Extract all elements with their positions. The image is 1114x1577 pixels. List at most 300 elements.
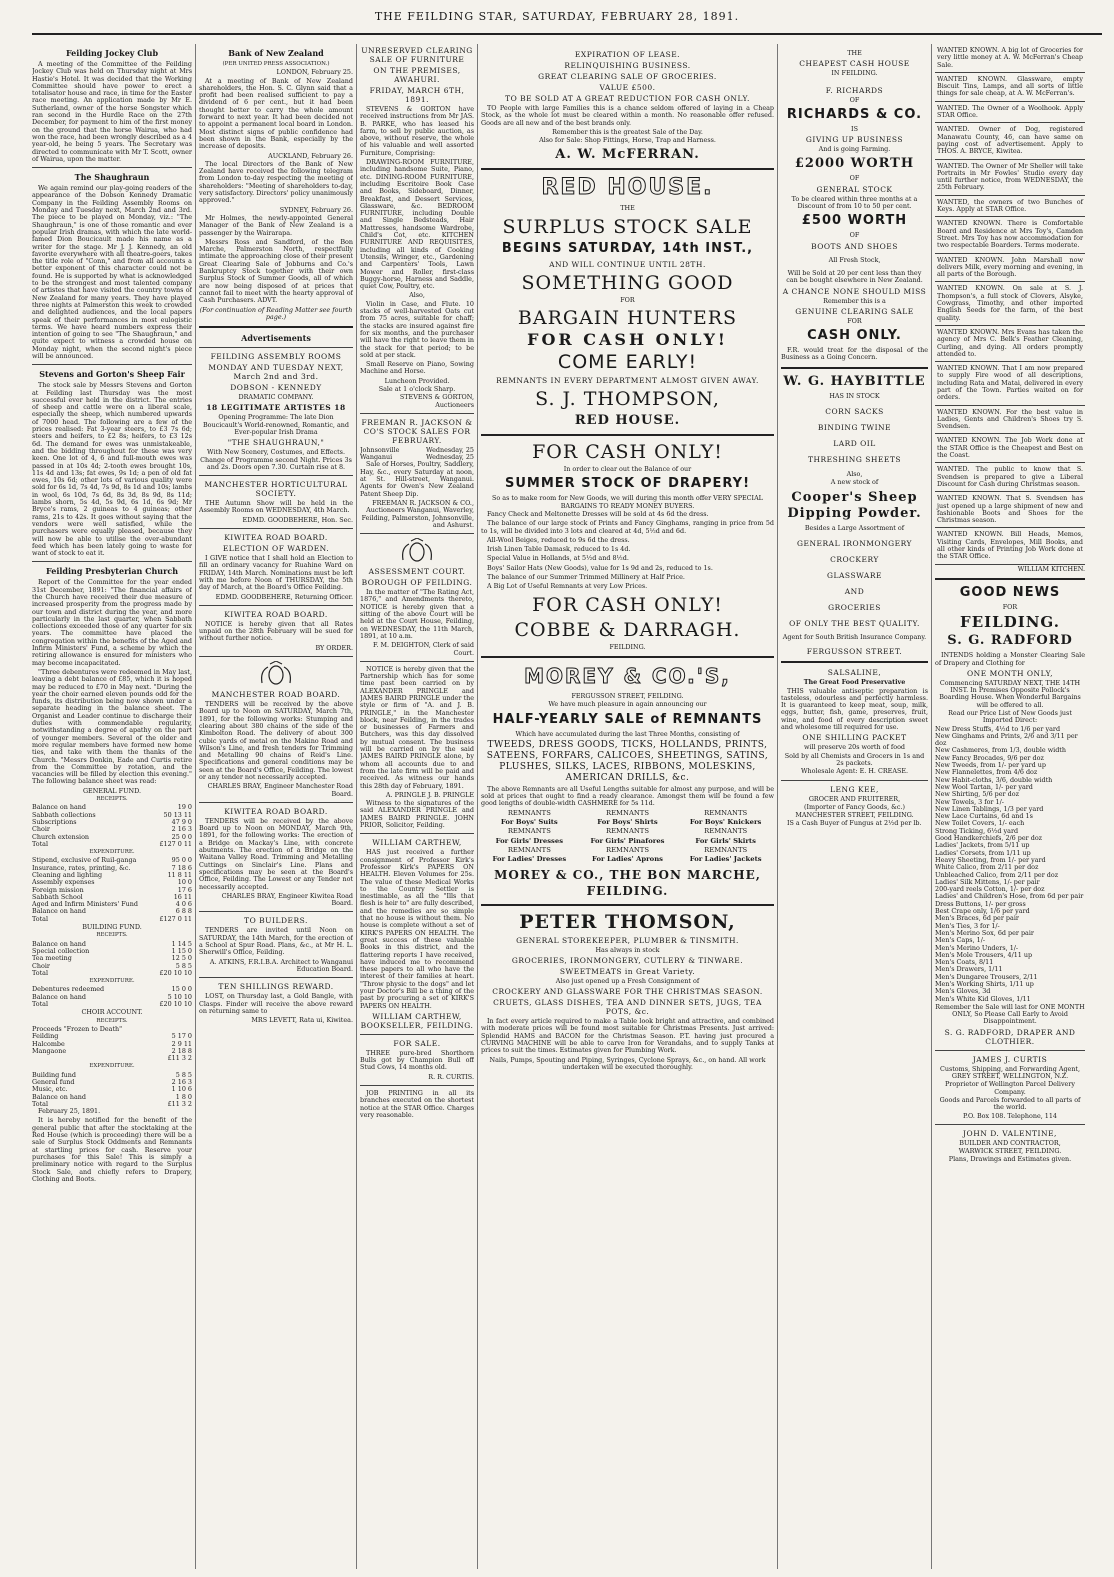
ad-text: I GIVE notice that I shall hold an Election to fill an ordinary vacancy for Ruahine Ward on FRIDAY, 14th March. Nominations must be left with me before Noon of THURSDAY, the 5th day of March, at the Board's Office Feilding. <box>199 554 353 592</box>
ad-text: THREE pure-bred Shorthorn Bulls got by Champion Bull off Stud Cows, 14 months old. <box>360 1048 474 1072</box>
advertiser-name: COBBE & DARRAGH. <box>514 618 741 641</box>
ad-text: Remember the Sale will last for ONE MONTH ONLY, So Please Call Early to Avoid Disappointment. <box>935 1002 1085 1026</box>
ad-text: Opening Programme: The late Dion Boucicault's World-renowned, Romantic, and Ever-popular Irish Drama <box>202 413 350 436</box>
ad-text: THE <box>847 49 862 57</box>
ad-text: Besides a Large Assortment of <box>804 523 905 532</box>
remnant-item: For Ladies' Aprons <box>592 855 663 864</box>
price-list-item: Men's Drawers, 1/11 <box>935 965 1003 974</box>
balance-amount: 11 8 11 <box>167 870 192 879</box>
price-list-item: The balance of our Summer Trimmed Millinery at Half Price. <box>487 573 685 582</box>
ad-subtitle: REMNANTS IN EVERY DEPARTMENT ALMOST GIVEN AWAY. <box>496 376 759 386</box>
article-body: Messrs Ross and Sandford, of the Bon Marche, Palmerston North, respectfully intimate the approaching close of their present Great Clearing Sale of Jobburns and Co.'s Bankruptcy Stock together with their own Surplus Stock of Summer Goods, all of which are now being disposed of at prices that cannot fail to meet with the hearty approval of Cash Purchasers. ADVT. <box>199 237 353 305</box>
dateline: LONDON, February 25. <box>276 68 353 77</box>
balance-item: Choir <box>32 825 50 834</box>
divider <box>360 533 474 534</box>
advertiser-name: W. G. HAYBITTLE <box>783 373 926 389</box>
ad-text: OF <box>849 174 860 183</box>
wanted-ad: WANTED. The Owner of Mr Sheller will take Portraits in Mr Fowles' Studio every day until further notice, from WEDNESDAY, the 25th February. <box>935 160 1085 196</box>
ad-text: The above Remnants are all Useful Lengths suitable for almost any purpose, and will be sold at prices that ought to find a ready clearance. Amongst them will be found a few good lengths of double-width CASHMERE for 5s 11d. <box>481 784 774 808</box>
wanted-ad: WANTED KNOWN. On sale at S. J. Thompson's, a full stock of Clovers, Alsyke, Cowgrass, Timothy, and other imported English Seeds for the farm, of the best quality. <box>935 282 1085 325</box>
divider <box>199 977 353 978</box>
dateline: SYDNEY, February 26. <box>279 205 353 214</box>
price-list-item: Fancy Check and Meltonette Dresses will be sold at 4s 6d the dress. <box>487 509 709 518</box>
wanted-ad: WANTED. The public to know that S. Svendsen is prepared to give a Liberal Discount for Cash during Christmas season. <box>935 463 1085 492</box>
ad-subtitle: ELECTION OF WARDEN. <box>222 544 330 554</box>
divider <box>360 413 474 414</box>
ad-text: JOB PRINTING in all its branches executed on the shortest notice at the STAR Office. Charges very reasonable. <box>360 1089 474 1119</box>
balance-amount: 2 16 3 <box>171 1078 192 1086</box>
wanted-ad: WANTED KNOWN. John Marshall now delivers Milk, every morning and evening, in all parts of the Borough. <box>935 254 1085 283</box>
price-list-item: 200-yard reels Cotton, 1/- per doz <box>935 885 1045 894</box>
balance-item: Balance on hand <box>32 907 86 916</box>
stock-item: GENERAL IRONMONGERY <box>797 538 912 548</box>
divider <box>781 780 928 781</box>
wanted-ad: WANTED KNOWN. Mrs Evans has taken the agency of Mrs C. Belk's Feather Cleaning, Curling, and dying. All orders promptly attended to. <box>935 326 1085 362</box>
article-title: Stevens and Gorton's Sheep Fair <box>39 369 185 380</box>
ad-headline: SUMMER STOCK OF DRAPERY! <box>505 476 750 492</box>
ad-subtitle: ON THE PREMISES, AWAHURI. <box>373 66 461 84</box>
ad-title: MANCHESTER ROAD BOARD. <box>211 690 341 700</box>
balance-item: Aged and Infirm Ministers' Fund <box>32 900 138 909</box>
divider <box>481 904 774 906</box>
balance-amount: 2 9 11 <box>171 1039 192 1048</box>
wanted-ad: WANTED. The Owner of a Woolhook. Apply STAR Office. <box>935 102 1085 124</box>
ad-text: TENDERS will be received by the above Board up to Noon on MONDAY, March 9th, 1891, for the following works: The erection of a Bridge on Mackay's Line, with concrete abutments. The erection of a Bridge on the Waitana Valley Road. Trimming and Metalling Cuttings on Sinclair's Line. Plans and specifications may be seen at the Board's Office, Feilding. The Lowest or any Tender not necessarily accepted. <box>199 816 353 891</box>
balance-amount: 25 0 0 <box>171 832 192 841</box>
price-list-item: Ladies' Silk Mittens, 1/- per pair <box>935 877 1040 886</box>
ad-text: WARWICK STREET, FEILDING. <box>958 1147 1062 1156</box>
advertiser-name: RICHARDS & CO. <box>786 106 923 122</box>
remnant-item: For Girls' Pinafores <box>590 836 665 845</box>
balance-amount: 6 8 8 <box>175 907 192 916</box>
ad-subtitle: GENERAL STOCK <box>816 184 893 194</box>
stock-list <box>781 407 928 464</box>
balance-amount: 16 11 <box>173 892 192 901</box>
divider <box>199 326 353 328</box>
ad-subtitle: BOROUGH OF FEILDING. <box>361 578 473 588</box>
ad-title: KIWITEA ROAD BOARD. <box>224 609 328 619</box>
divider <box>360 1085 474 1086</box>
ad-text: HAS just received a further consignment of Professor Kirk's Professor Kirk's PAPERS ON HEALTH. Eleven Volumes for 25s. The value of these Medical Works to the Country Settler is inestimable, as all the "Ills that flesh is heir to" are fully described, and the remedies are so simple that no house is without them. No house is complete without a set of KIRK'S PAPERS ON HEALTH. The great success of these valuable Books in this district, and the flattering reports I have received, have induced me to recommend these papers to all who have the interest of their families at heart. "Throw physic to the dogs" and let your Doctor's Bill be a thing of the past by procuring a set of KIRK'S PAPERS ON HEALTH. <box>360 848 474 1010</box>
balance-item: Mangaone <box>32 1046 67 1055</box>
ad-text: Remember this is the greatest Sale of the Day. <box>552 127 703 136</box>
ad-company: DOBSON - KENNEDY <box>230 383 322 393</box>
ad-subtitle: TO BE SOLD AT A GREAT REDUCTION FOR CASH ONLY. <box>505 94 750 103</box>
price-list-item: Heavy Sheeting, from 1/- per yard <box>935 855 1046 864</box>
ad-headline: FEILDING. <box>960 613 1060 632</box>
balance-amount: 1 14 5 <box>171 939 192 948</box>
price-list-item: The balance of our large stock of Prints and Fancy Ginghams, ranging in price from 5d to 1s, will be divided into 3 lots and cleared at 4d, 5½d and 6d. <box>481 519 774 535</box>
ad-text: F.R. would treat for the disposal of the Business as a Going Concern. <box>781 346 928 362</box>
remnant-row <box>481 856 774 863</box>
remnant-item: For Boys' Knickers <box>689 818 762 827</box>
balance-item: Halcombe <box>32 1039 65 1048</box>
balance-amount: 15 0 0 <box>171 985 192 994</box>
ad-text: Small Reserve on Piano, Sowing Machine and Horse. <box>360 360 474 376</box>
price-list-item: Men's Gloves, 3d <box>935 987 991 996</box>
ad-headline: FOR CASH ONLY! <box>532 593 723 616</box>
ad-text: THE Autumn Show will be held in the Assembly Rooms on WEDNESDAY, 4th March. <box>199 499 353 515</box>
sale-dates <box>360 447 474 462</box>
masthead-rule <box>32 33 1102 35</box>
ad-signature: WILLIAM KITCHEN. <box>1017 564 1085 573</box>
wanted-ad: WANTED KNOWN. For the best value in Ladies, Gents and Children's Shoes try S. Svendsen. <box>935 406 1085 435</box>
ad-title: TEN SHILLINGS REWARD. <box>218 982 334 992</box>
remnant-row <box>481 838 774 845</box>
advertiser-name: SALSALINE, <box>827 668 882 678</box>
ad-text: FERGUSSON STREET, FEILDING. <box>571 691 684 700</box>
remnant-row <box>481 819 774 826</box>
ad-signature: EDMD. GOODBEHERE, Hon. Sec. <box>242 515 353 524</box>
remnant-label: REMNANTS <box>704 808 748 817</box>
ad-text: THE <box>620 204 635 213</box>
ad-subtitle: BUILDER AND CONTRACTOR, <box>959 1138 1061 1147</box>
divider <box>32 167 192 168</box>
wanted-ad: WANTED KNOWN. Bill Heads, Memos, Visiting Cards, Envelopes, Mill Books, and all other kinds of Printing Job Work done at the STAR Office. <box>935 528 1085 564</box>
press-credit: (PER UNITED PRESS ASSOCIATION.) <box>222 61 330 67</box>
balance-amount: 95 0 0 <box>171 856 192 865</box>
ad-headline: COME EARLY! <box>557 351 698 374</box>
stock-item: THRESHING SHEETS <box>807 455 901 465</box>
divider <box>32 364 192 365</box>
price-list-item: New Fancy Brocades, 9/6 per doz <box>935 753 1044 762</box>
balance-item: Total <box>32 839 49 848</box>
ad-text: Sold by all Chemists and Grocers in 1s and 2s packets. <box>784 751 925 767</box>
balance-subheading: EXPENDITURE. <box>89 849 135 856</box>
balance-table <box>32 1026 192 1062</box>
divider <box>199 347 353 348</box>
ad-text: THIS valuable antiseptic preparation is tasteless, odourless and perfectly harmless. It is guaranteed to keep meat, soup, milk, eggs, butter, fish, game, preserves, fruit, wine, and food of every description sweet and wholesome till required for use. <box>781 686 928 732</box>
wanted-ad: WANTED KNOWN. Glassware, empty Biscuit Tins, Lamps, and all sorts of little things for sale cheap, at A. W. McFerran's. <box>935 73 1085 102</box>
ad-headline: FOR CASH ONLY! <box>527 330 728 350</box>
advertiser-name: JOHN D. VALENTINE, <box>963 1128 1057 1138</box>
ad-date: FRIDAY, MARCH 6TH, 1891. <box>369 86 465 104</box>
ad-subtitle: The Great Food Preservative <box>803 678 906 687</box>
price-list-item: Men's Mole Trousers, 4/11 up <box>935 950 1033 959</box>
price-list <box>481 511 774 591</box>
advertiser-name: JAMES J. CURTIS <box>972 1054 1048 1064</box>
price-list-item: Ladies' Jackets, from 5/11 up <box>935 841 1030 850</box>
balance-item: Balance on hand <box>32 803 86 812</box>
ad-title: FREEMAN R. JACKSON & CO'S STOCK SALES FOR FEBRUARY. <box>361 417 473 445</box>
balance-subheading: EXPENDITURE. <box>89 1063 135 1070</box>
balance-item: Music, etc. <box>32 1085 68 1094</box>
price-list-item: Men's Coats, 8/11 <box>935 958 994 967</box>
ad-signature: R. R. CURTIS. <box>428 1072 474 1081</box>
price-list-item: New Flannelettes, from 4/6 doz <box>935 768 1038 777</box>
price-list-item: Boys' Sailor Hats (New Goods), value for 1s 9d and 2s, reduced to 1s. <box>487 563 713 572</box>
divider <box>199 475 353 476</box>
coat-of-arms-icon <box>397 538 437 564</box>
ad-text: Which have accumulated during the last Three Months, consisting of <box>515 729 740 738</box>
remnant-row-heading <box>481 847 774 854</box>
remnant-label: REMNANTS <box>507 845 551 854</box>
ad-text: Will be Sold at 20 per cent less than they can be bought elsewhere in New Zealand. <box>786 268 923 285</box>
balance-amount: 2 18 8 <box>171 1046 192 1055</box>
wanted-ad: WANTED KNOWN. The Job Work done at the STAR Office is the Cheapest and Best on the Coast. <box>935 434 1085 463</box>
section-title: Advertisements <box>241 333 311 344</box>
price-list-item: Men's Ties, 3 for 1/- <box>935 921 1000 930</box>
balance-item: Choir <box>32 961 50 970</box>
article-body: We again remind our play-going readers of the appearance of the Dobson Kennedy Dramatic Company in the Feilding Assembly Rooms on Monday and Tuesday next, March 2nd and 3rd. The piece to be played on Monday, viz.: "The Shaughraun," is one of those romantic and ever popular Irish dramas, with which the late world-famed Dion Boucicault made his name as a writer for the stage. Mr J. J. Kennedy, an old favorite everywhere with all theatre-goers, takes the title role of "Conn," and from all accounts a better exponent of this character could not be found. He is supported by what is acknowledged to be the strongest and most talented company of artistes that have visited the country towns of New Zealand for many years. They have played three nights at Palmerston this week to crowded and delighted audiences, and the local papers speak of their performances in most eulogistic terms. We have heard numbers express their intention of going to see "The Shaughraun," and quite expect to witness a crowded house on Monday night, when the second night's piece will be announced. <box>32 184 192 360</box>
ad-text: With New Scenery, Costumes, and Effects. Change of Programme second Night. Prices 3s and 2s. Doors open 7.30. Curtain rise at 8. <box>200 448 352 471</box>
ad-text: NOTICE is hereby given that the Partnership which has for some time past been carried on by ALEXANDER PRINGLE and JAMES BAIRD PRINGLE under the style or firm of "A. and J. B. PRINGLE," in the Manchester block, near Feilding, in the trades or businesses of Farmers and Butchers, was this day dissolved by mutual consent. The business will be carried on by the said JAMES BAIRD PRINGLE alone, by whom all accounts due to and from the late firm will be paid and received. As witness our hands this 28th day of February, 1891. <box>360 664 474 790</box>
balance-amount: 50 13 11 <box>163 810 192 819</box>
ad-subtitle: VALUE £500. <box>599 83 656 92</box>
balance-subheading: RECEIPTS. <box>96 1017 128 1024</box>
price-list-item: New Toilet Covers, 1/- each <box>935 819 1025 828</box>
ad-text: Wholesale Agent: E. H. CREASE. <box>800 767 909 776</box>
ad-text: IS a Cash Buyer of Fungus at 2½d per lb. <box>787 819 922 828</box>
ad-title: FOR SALE. <box>393 1038 441 1048</box>
price-list-item: Special Value in Hollands, at 5½d and 8½d. <box>487 554 629 563</box>
ad-text: P.O. Box 108. Telephone, 114 <box>963 1111 1057 1120</box>
ad-headline: HALF-YEARLY SALE of REMNANTS <box>492 711 763 727</box>
balance-table <box>32 857 192 923</box>
price-list-item: Unbleached Calico, from 2/11 per doz <box>935 870 1059 879</box>
ad-text: OF <box>849 95 860 104</box>
ad-headline: CHEAPEST CASH HOUSE <box>799 59 910 69</box>
article-title: The Shaughraun <box>74 172 150 183</box>
ad-signature: A. ATKINS, F.R.I.B.A. Architect to Wanganui Education Board. <box>209 957 353 973</box>
remnant-grid <box>481 810 774 864</box>
stock-item: AND <box>844 586 865 596</box>
balance-amount: £127 0 11 <box>159 914 192 923</box>
ad-title: KIWITEA ROAD BOARD. <box>224 806 328 816</box>
ad-text: And is going Farming. <box>818 145 891 154</box>
price-list-item: Ladies' and Children's Hose, from 6d per pair <box>935 892 1084 901</box>
balance-amount: 1 8 0 <box>175 1092 192 1101</box>
balance-item: Proceeds "Frozen to Death" <box>32 1024 123 1033</box>
balance-heading: BUILDING FUND. <box>82 923 142 932</box>
balance-table <box>32 1072 192 1108</box>
price-list-item: Men's Merino Unders, 1/- <box>935 943 1019 952</box>
price-list-item: Men's Working Shirts, 1/11 up <box>935 979 1034 988</box>
ad-text: IS <box>851 124 858 133</box>
ad-text: DRAWING-ROOM FURNITURE, including handsome Suite, Piano, etc. DINING-ROOM FURNITURE, including Escritoire Book Case and Books, Sideboard, Dinner, Breakfast, and Dessert Services, Glassware, &c. BEDROOM FURNITURE, including Double and Single Bedsteads, Hair Mattresses, handsome Wardrobe, Child's Cot, etc. KITCHEN FURNITURE AND REQUISITES, including all kinds of Cooking Utensils, Wringer, etc., Gardening and Carpenters' Tools, Lawn Mower and Roller, first-class Buggy-horse, Harness and Saddle, quiet Cow, Poultry, etc. <box>360 158 474 291</box>
remnant-label: REMNANTS <box>605 845 650 854</box>
article-body: It is hereby notified for the benefit of the general public that after the stocktaking at the Red House (which is proceeding) there will be a sale of Surplus Stock Oddments and Remnants at startling prices for cash. Reserve your purchases for this Sale! This is simply a preliminary notice with regard to the Surplus Stock Sale, and chiefly refers to Drapery, Clothing and Boots. <box>32 1116 192 1183</box>
ad-text: Also, <box>846 470 863 479</box>
ad-title: MANCHESTER HORTICULTURAL SOCIETY. <box>204 480 348 499</box>
ad-headline: GOOD NEWS <box>959 584 1061 600</box>
balance-item: Foreign mission <box>32 885 84 894</box>
price-list-item: Men's Caps, 1/- <box>935 936 986 945</box>
advertiser-name: F. RICHARDS <box>825 85 884 95</box>
balance-subheading: RECEIPTS. <box>96 932 128 939</box>
remnant-item: For Girls' Dresses <box>495 836 564 845</box>
ad-text: Proprietor of Wellington Parcel Delivery Company. <box>944 1080 1075 1096</box>
price-list-item: Men's Merino Sox, 6d per pair <box>935 928 1034 937</box>
ad-text: In the matter of "The Rating Act, 1876," and Amendments thereto, NOTICE is hereby given that a sitting of the above Court will be held at the Court House, Feilding, on WEDNESDAY, the 11th March, 1891, at 10 a.m. <box>360 588 474 640</box>
price-list-item: New Habit-cloths, 3/6, double width <box>935 775 1053 784</box>
balance-item: Subscriptions <box>32 817 77 826</box>
ad-text: Has always in stock <box>595 945 660 954</box>
price-list-item: Best Crape only, 1/6 per yard <box>935 907 1030 916</box>
stock-item: CORN SACKS <box>825 407 884 417</box>
ad-text: DRAMATIC COMPANY. <box>238 393 314 402</box>
ad-title: FEILDING ASSEMBLY ROOMS <box>210 352 342 362</box>
ad-text: Also for Sale: Shop Fittings, Horse, Trap and Harness. <box>539 136 716 145</box>
stock-item: BINDING TWINE <box>817 423 892 433</box>
stock-item: CROCKERY <box>830 554 879 564</box>
ad-text: NOTICE is hereby given that all Rates unpaid on the 28th February will be sued for without further notice. <box>199 619 353 643</box>
price-list-item: Men's White Kid Gloves, 1/11 <box>935 994 1031 1003</box>
ad-signature: A. PRINGLE J. B. PRINGLE <box>385 790 474 799</box>
price-list-item: Strong Ticking, 6½d yard <box>935 826 1019 835</box>
ad-text: Violin in Case, and Flute. 10 stacks of well-harvested Oats cut from 75 acres, suitable for chaff; the stacks are insured against fire for six months, and the purchaser will have the right to leave them in the stack for that period; to be sold at per stack. <box>360 299 474 359</box>
ad-signature: STEVENS & GORTON, Auctioneers <box>399 393 474 409</box>
price-list-item: A Big Lot of Useful Remnants at very Low Prices. <box>487 582 648 591</box>
ad-subtitle: SWEETMEATS in Great Variety. <box>559 966 696 976</box>
ad-text: Plans, Drawings and Estimates given. <box>948 1155 1072 1164</box>
balance-row <box>32 916 192 923</box>
balance-amount: 5 10 10 <box>167 992 192 1001</box>
advertiser-place: RED HOUSE. <box>574 413 681 429</box>
column-1 <box>32 44 192 1569</box>
balance-item: Assembly expenses <box>32 878 95 887</box>
ad-text: So as to make room for New Goods, we will during this month offer VERY SPECIAL BARGAINS TO READY MONEY BUYERS. <box>492 494 763 510</box>
price-list-item: New Ginghams and Prints, 2/6 and 3/11 per doz <box>935 731 1078 748</box>
ad-title: TO BUILDERS. <box>244 916 308 926</box>
divider <box>199 528 353 529</box>
ad-text: In fact every article required to make a Table look bright and attractive, and combined with moderate prices will be found most suitable for Christmas Presents. Just arrived: Splendid HAMS and BACON for the Christmas Season. P.T. having just procured a CURVING MACHINE will be able to carve Iron for Verandahs, and to supply Tanks at prices to suit the times. Estimates given for Plumbing Work. <box>481 1017 774 1055</box>
balance-item: Building fund <box>32 1070 76 1079</box>
ad-signature: FREEMAN R. JACKSON & CO., Auctioneers Wanganui, Waverley, Feilding, Palmerston, Johnsonville, and Ashurst. <box>361 498 474 529</box>
ad-title: ASSESSMENT COURT. <box>368 567 466 577</box>
balance-amount: 1 15 0 <box>171 946 192 955</box>
ad-text: (Importer of Fancy Goods, &c.) <box>804 802 905 811</box>
divider <box>199 911 353 912</box>
ad-text: All Fresh Stock, <box>828 255 881 264</box>
balance-subheading: EXPENDITURE. <box>89 978 135 985</box>
ad-title: UNRESERVED CLEARING SALE OF FURNITURE <box>361 46 473 64</box>
balance-amount: £11 3 2 <box>167 1099 192 1108</box>
ad-text: FOR <box>1002 602 1018 611</box>
article-title: Feilding Jockey Club <box>65 48 159 58</box>
ad-text: Agent for South British Insurance Company. <box>782 632 927 641</box>
advertiser-place: FEILDING. <box>609 642 646 651</box>
ad-headline: Cooper's Sheep Dipping Powder. <box>787 489 922 521</box>
ad-headline: SURPLUS STOCK SALE <box>502 215 753 238</box>
ad-text: Also, <box>409 291 425 300</box>
report-date: February 25, 1891. <box>38 1107 101 1116</box>
stock-item: LARD OIL <box>833 439 876 449</box>
divider <box>360 1034 474 1035</box>
ad-subtitle: GROCER AND FRUITERER, <box>808 794 901 803</box>
ad-subtitle: MONDAY AND TUESDAY NEXT, March 2nd and 3rd. <box>208 363 344 382</box>
remnant-item: For Ladies' Dresses <box>492 855 567 864</box>
price-list-item: Ladies' Corsets, from 1/11 up <box>935 848 1031 857</box>
balance-amount: 7 18 6 <box>171 863 192 872</box>
ad-signature: EDMD. GOODBEHERE, Returning Officer. <box>215 592 353 601</box>
ad-headline: BEGINS SATURDAY, 14th INST., <box>501 240 754 256</box>
ad-text: FOR <box>847 316 862 325</box>
remnant-label: REMNANTS <box>704 845 748 854</box>
advertiser-name: A. W. McFERRAN. <box>555 147 700 163</box>
wanted-ad: WANTED KNOWN. A big lot of Groceries for very little money at A. W. McFerran's Cheap Sale. <box>935 44 1085 73</box>
divider <box>360 833 474 834</box>
price-list-item: White Calico, from 2/11 per doz <box>935 863 1039 872</box>
stock-item: GLASSWARE <box>827 570 882 580</box>
ad-text: Luncheon Provided. <box>384 376 450 385</box>
price-list-item: Irish Linen Table Damask, reduced to 1s 4d. <box>487 545 631 554</box>
ad-headline: £2000 WORTH <box>794 156 915 172</box>
column-rule <box>777 44 778 1569</box>
balance-amount: £11 3 2 <box>167 1054 192 1063</box>
balance-item: General fund <box>32 1078 75 1086</box>
wanted-list <box>935 44 1085 565</box>
ad-play: "THE SHAUGHRAUN," <box>227 438 325 448</box>
ad-subtitle: BOOTS AND SHOES <box>811 241 898 251</box>
price-list-item: New Dress Stuffs, 4½d to 1/6 per yard <box>935 724 1061 733</box>
wanted-ad: WANTED KNOWN. That I am now prepared to supply Fire wood of all descriptions, including Rata and Matai, delivered in every part of the Town. Parties waited on for orders. <box>935 362 1085 405</box>
ad-subtitle: A CHANCE NONE SHOULD MISS <box>782 286 927 296</box>
divider <box>781 661 928 663</box>
remnant-label: REMNANTS <box>605 827 650 836</box>
balance-item: Balance on hand <box>32 939 86 948</box>
balance-amount: 5 8 5 <box>175 1070 192 1079</box>
wanted-ad: WANTED KNOWN. There is Comfortable Board and Residence at Mrs Toy's, Camden Street. Mrs Toy has now accommodation for two respectable Boarders. Terms moderate. <box>935 217 1085 253</box>
column-rule <box>195 44 196 1569</box>
balance-item: Insurance, rates, printing, &c. <box>32 863 131 872</box>
balance-amount: 10 0 <box>177 878 192 887</box>
wanted-ad: WANTED. Owner of Dog, registered Manawatu County, 46, can have same on paying cost of advertisement. Apply to THOS. A. BRYCE, Kiwitea. <box>935 123 1085 159</box>
balance-item: Sabbath collections <box>32 810 96 819</box>
divider <box>935 578 1085 580</box>
balance-row <box>32 819 192 826</box>
remnant-item: For Boys' Shirts <box>597 818 658 827</box>
price-list-item: New Tweeds, from 1/- per yard up <box>935 761 1046 770</box>
remnant-label: REMNANTS <box>507 827 551 836</box>
ad-text: To be cleared within three months at a Discount of from 10 to 50 per cent. <box>791 194 918 211</box>
remnant-row-heading <box>481 828 774 835</box>
red-house-headline: RED HOUSE. <box>541 175 714 201</box>
divider <box>199 605 353 606</box>
balance-amount: 47 9 0 <box>171 817 192 826</box>
balance-item: Total <box>32 1000 49 1009</box>
ad-text: Read our Price List of New Goods just Imported Direct: <box>948 709 1072 725</box>
balance-amount: Wednesday, 25 <box>426 453 474 462</box>
balance-amount: 1 10 6 <box>171 1085 192 1094</box>
price-list-item: New Shirting, 5/6 per doz <box>935 790 1019 799</box>
balance-subheading: RECEIPTS. <box>96 796 128 803</box>
ad-headline: SOMETHING GOOD <box>521 271 734 294</box>
divider <box>481 434 774 436</box>
ad-title: EXPIRATION OF LEASE. <box>574 50 681 59</box>
balance-row <box>32 841 192 848</box>
balance-item: Balance on hand <box>32 1092 86 1101</box>
ad-text: We have much pleasure in again announcing our <box>548 700 707 709</box>
balance-item: Total <box>32 968 49 977</box>
ad-headline: BARGAIN HUNTERS <box>517 307 738 330</box>
ad-text: Sale at 1 o'clock Sharp. <box>378 384 456 393</box>
ad-subtitle: GIVING UP BUSINESS <box>805 135 904 145</box>
ad-signature: CHARLES BRAY, Engineer Kiwitea Road Board. <box>221 891 353 908</box>
article-body: The stock sale by Messrs Stevens and Gorton at Feilding last Thursday was the most successful ever held in the district. The entries of sheep and cattle were on a liberal scale, especially the sheep, which numbered upwards of 7000 head. The following are a few of the prices realised: Fat 3-year steers, to £3 7s 6d; steers and heifers, to £2 8s; heifers, to £3 12s 6d. The demand for ewes was unmistakeable, and the bidding throughout for these was very keen. One lot of 4, 6 and full-mouth ewes was passed in at 10s 4d; 2-tooth ewes brought 10s, 11s 4d and 13s; fat ewes, 9s 1d; a pen of old fat ewes, 10s 6d; other lots of various quality were sold for 6s 1d, 7s 4d, 7s 9d, 8s 1d and 10s; lambs in wool, 6s 10d, 7s 6d, 8s 3d, 8s 9d, 8s 11d; lambs shorn, 5s 4d, 5s 9d, 6s 1d, 6s 9d; Mr Bryce's rams, 2 guineas to 4 guineas; other rams, 21s to 42s. It goes without saying that the vendors were well satisfied, while the purchasers were equally pleased, because they will now be able to utilise the over-abundant feed which has been lately going to waste for want of stock to eat it. <box>32 381 192 558</box>
balance-amount: £127 0 11 <box>159 839 192 848</box>
balance-item: Total <box>32 1099 49 1108</box>
ad-text: Goods and Parcels forwarded to all parts of the world. <box>939 1095 1081 1112</box>
ad-subtitle: OF ONLY THE BEST QUALITY. <box>789 618 920 628</box>
ad-subtitle: ONE SHILLING PACKET <box>802 733 907 743</box>
ad-signature: S. G. RADFORD, DRAPER AND CLOTHIER. <box>944 1027 1076 1046</box>
divider <box>481 656 774 658</box>
ad-text: A new stock of <box>830 478 879 487</box>
column-rule <box>356 44 357 1569</box>
divider <box>935 1124 1085 1125</box>
ad-headline: FOR CASH ONLY! <box>532 441 723 464</box>
